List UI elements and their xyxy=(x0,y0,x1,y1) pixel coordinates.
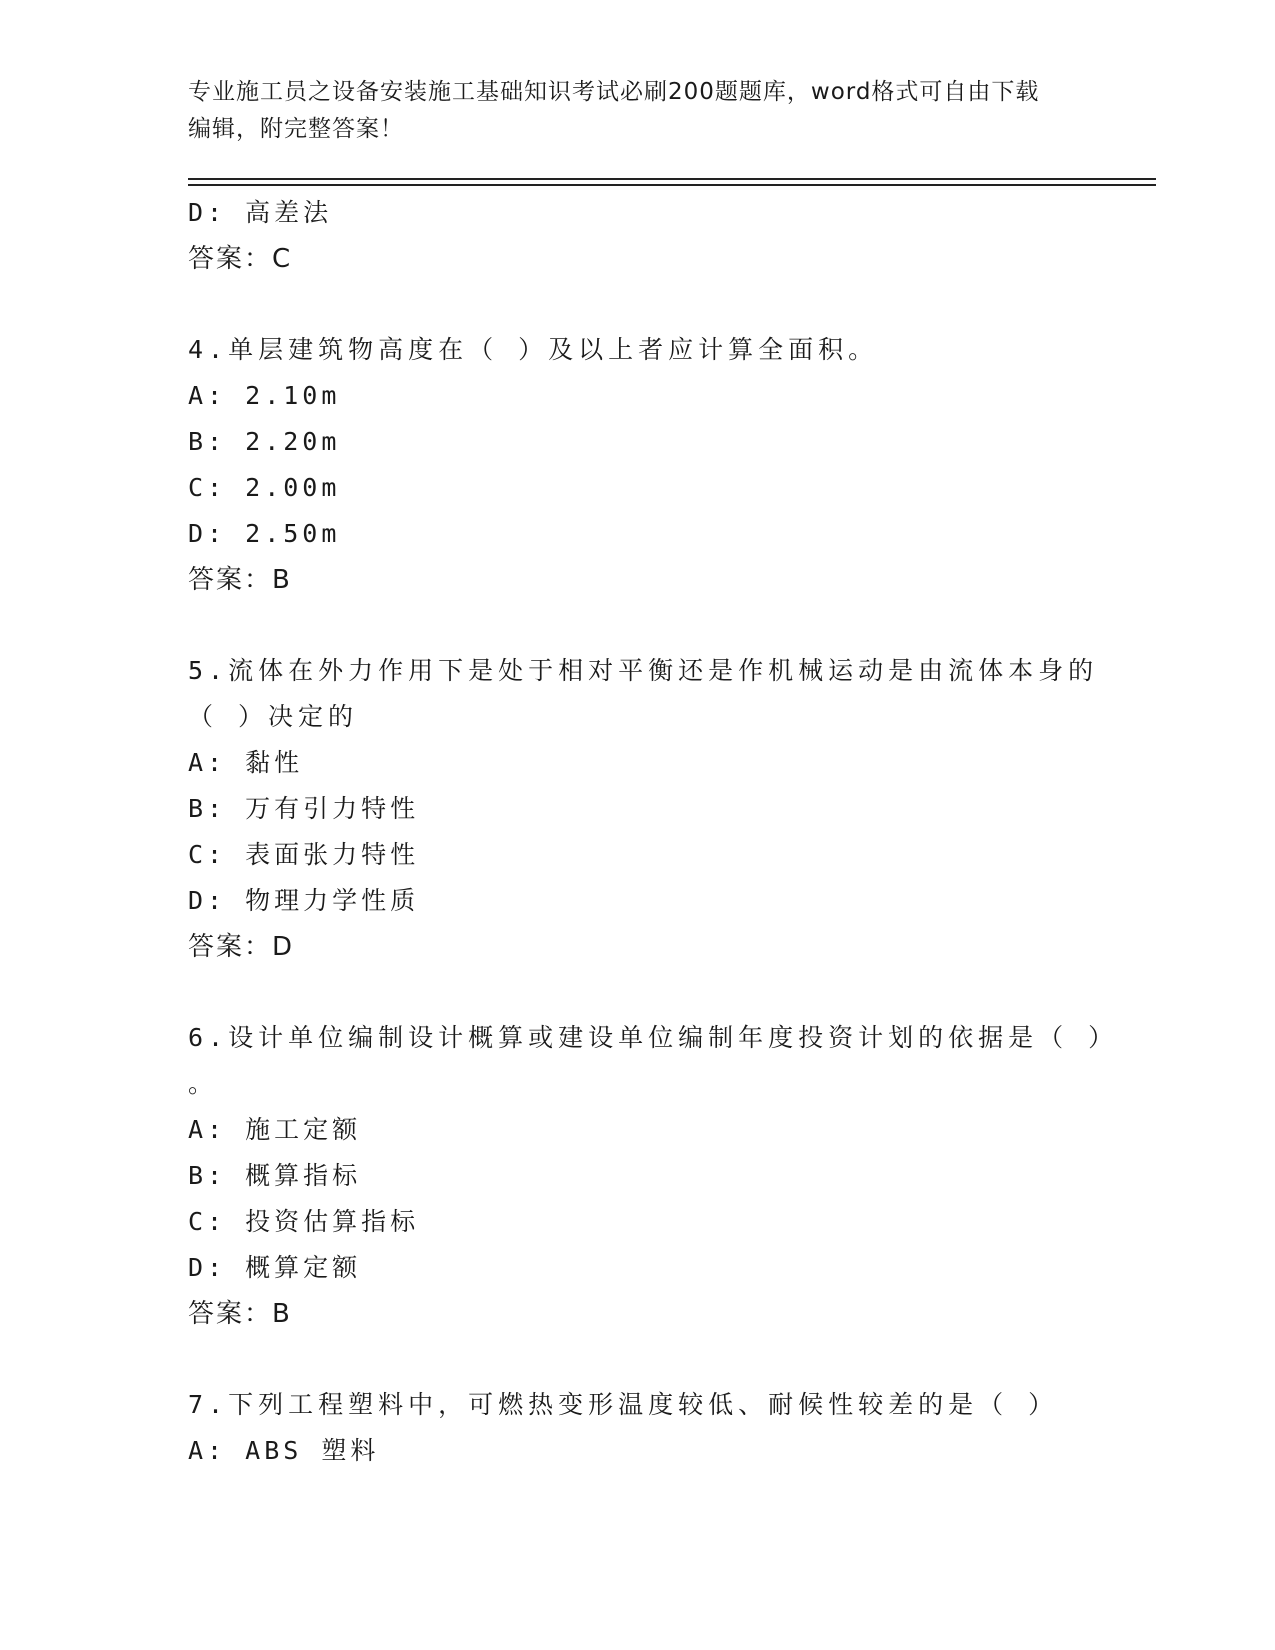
question-5 xyxy=(188,648,1099,970)
option-d: D: 概算定额 xyxy=(188,1253,362,1282)
spacer xyxy=(188,1337,1088,1382)
option-c: C: 2.00m xyxy=(188,473,341,502)
option-d: D: 高差法 xyxy=(188,198,333,227)
spacer xyxy=(188,282,1088,327)
answer: 答案：B xyxy=(188,1299,292,1329)
answer: 答案：C xyxy=(188,244,293,274)
header-rule-bottom xyxy=(188,184,1156,186)
option-b: B: 万有引力特性 xyxy=(188,794,420,823)
answer: 答案：D xyxy=(188,932,295,962)
option-a: A: ABS 塑料 xyxy=(188,1436,380,1465)
answer: 答案：B xyxy=(188,565,292,595)
question-title: 7.下列工程塑料中，可燃热变形温度较低、耐候性较差的是（ ） xyxy=(188,1390,1059,1419)
option-b: B: 概算指标 xyxy=(188,1161,362,1190)
option-d: D: 物理力学性质 xyxy=(188,886,420,915)
question-title: 6.设计单位编制设计概算或建设单位编制年度投资计划的依据是（ ） xyxy=(188,1023,1119,1052)
question-title-continued: 。 xyxy=(188,1069,219,1098)
question-6 xyxy=(188,1015,1119,1337)
option-a: A: 施工定额 xyxy=(188,1115,362,1144)
spacer xyxy=(188,970,1088,1015)
question-4 xyxy=(188,327,1088,603)
header-line-1: 专业施工员之设备安装施工基础知识考试必刷200题题库，word格式可自由下载 xyxy=(188,79,1040,105)
header-line-2: 编辑，附完整答案！ xyxy=(188,116,404,142)
option-a: A: 2.10m xyxy=(188,381,341,410)
option-c: C: 投资估算指标 xyxy=(188,1207,420,1236)
question-title: 4.单层建筑物高度在（ ）及以上者应计算全面积。 xyxy=(188,335,879,364)
question-3-partial xyxy=(188,190,1088,282)
question-7 xyxy=(188,1382,1088,1474)
option-c: C: 表面张力特性 xyxy=(188,840,420,869)
option-d: D: 2.50m xyxy=(188,519,341,548)
option-b: B: 2.20m xyxy=(188,427,341,456)
document-header xyxy=(188,74,1088,148)
document-body xyxy=(188,190,1119,1474)
option-a: A: 黏性 xyxy=(188,748,304,777)
question-title: 5.流体在外力作用下是处于相对平衡还是作机械运动是由流体本身的 xyxy=(188,656,1099,685)
question-title-continued: （ ）决定的 xyxy=(188,702,359,731)
header-rule-top xyxy=(188,178,1156,180)
spacer xyxy=(188,603,1088,648)
